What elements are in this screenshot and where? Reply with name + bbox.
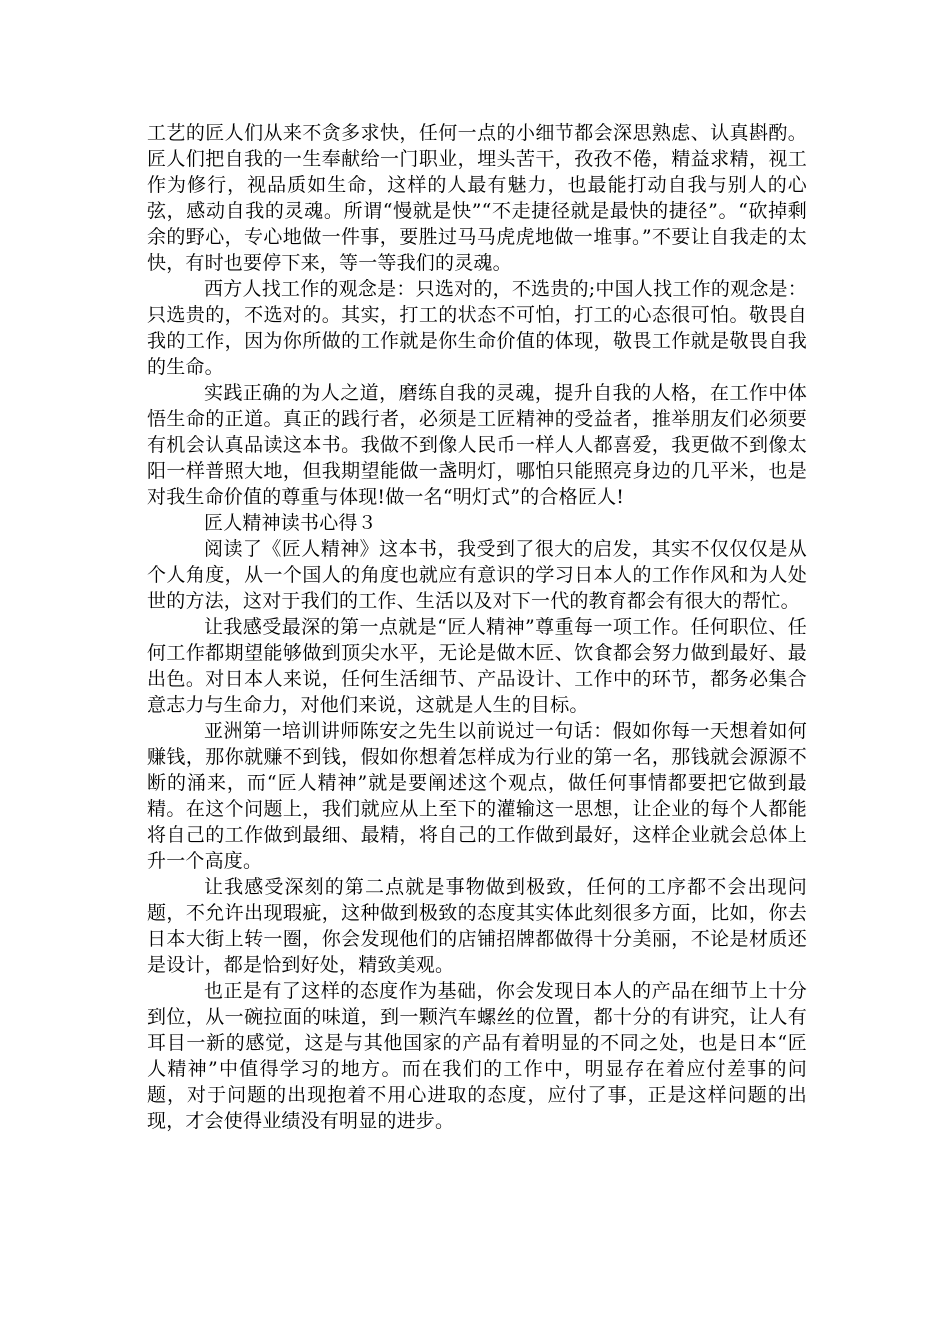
paragraph: 西方人找工作的观念是：只选对的，不选贵的;中国人找工作的观念是：只选贵的，不选对的。其实，打工的状态不可怕，打工的心态很可怕。敬畏自我的工作，因为你所做的工作就是你生命价值的体现，敬畏工作就是敬畏自我的生命。	[147, 278, 807, 378]
paragraph: 阅读了《匠人精神》这本书，我受到了很大的启发，其实不仅仅仅是从个人角度，从一个国人的角度也就应有意识的学习日本人的工作作风和为人处世的方法，这对于我们的工作、生活以及对下一代的教育都会有很大的帮忙。	[147, 538, 807, 612]
document-body	[147, 120, 807, 1134]
paragraph: 让我感受深刻的第二点就是事物做到极致，任何的工序都不会出现问题，不允许出现瑕疵，这种做到极致的态度其实体此刻很多方面，比如，你去日本大街上转一圈，你会发现他们的店铺招牌都做得十分美丽，不论是材质还是设计，都是恰到好处，精致美观。	[147, 876, 807, 976]
paragraph: 亚洲第一培训讲师陈安之先生以前说过一句话：假如你每一天想着如何赚钱，那你就赚不到钱，假如你想着怎样成为行业的第一名，那钱就会源源不断的涌来，而“匠人精神”就是要阐述这个观点，做任何事情都要把它做到最精。在这个问题上，我们就应从上至下的灌输这一思想，让企业的每个人都能将自己的工作做到最细、最精，将自己的工作做到最好，这样企业就会总体上升一个高度。	[147, 720, 807, 872]
paragraph: 也正是有了这样的态度作为基础，你会发现日本人的产品在细节上十分到位，从一碗拉面的味道，到一颗汽车螺丝的位置，都十分的有讲究，让人有耳目一新的感觉，这是与其他国家的产品有着明显的不同之处，也是日本“匠人精神”中值得学习的地方。而在我们的工作中，明显存在着应付差事的问题，对于问题的出现抱着不用心进取的态度，应付了事，正是这样问题的出现，才会使得业绩没有明显的进步。	[147, 980, 807, 1132]
paragraph-continued: 工艺的匠人们从来不贪多求快，任何一点的小细节都会深思熟虑、认真斟酌。匠人们把自我的一生奉献给一门职业，埋头苦干，孜孜不倦，精益求精，视工作为修行，视品质如生命，这样的人最有魅力，也最能打动自我与别人的心弦，感动自我的灵魂。所谓“慢就是快”“不走捷径就是最快的捷径”。“砍掉剩余的野心，专心地做一件事，要胜过马马虎虎地做一堆事。”不要让自我走的太快，有时也要停下来，等一等我们的灵魂。	[147, 122, 807, 274]
section-heading: 匠人精神读书心得３	[204, 512, 377, 534]
paragraph: 实践正确的为人之道，磨练自我的灵魂，提升自我的人格，在工作中体悟生命的正道。真正的践行者，必须是工匠精神的受益者，推举朋友们必须要有机会认真品读这本书。我做不到像人民币一样人人都喜爱，我更做不到像太阳一样普照大地，但我期望能做一盏明灯，哪怕只能照亮身边的几平米，也是对我生命价值的尊重与体现!做一名“明灯式”的合格匠人!	[147, 382, 807, 508]
paragraph: 让我感受最深的第一点就是“匠人精神”尊重每一项工作。任何职位、任何工作都期望能够做到顶尖水平，无论是做木匠、饮食都会努力做到最好、最出色。对日本人来说，任何生活细节、产品设计、工作中的环节，都务必集合意志力与生命力，对他们来说，这就是人生的目标。	[147, 616, 807, 716]
